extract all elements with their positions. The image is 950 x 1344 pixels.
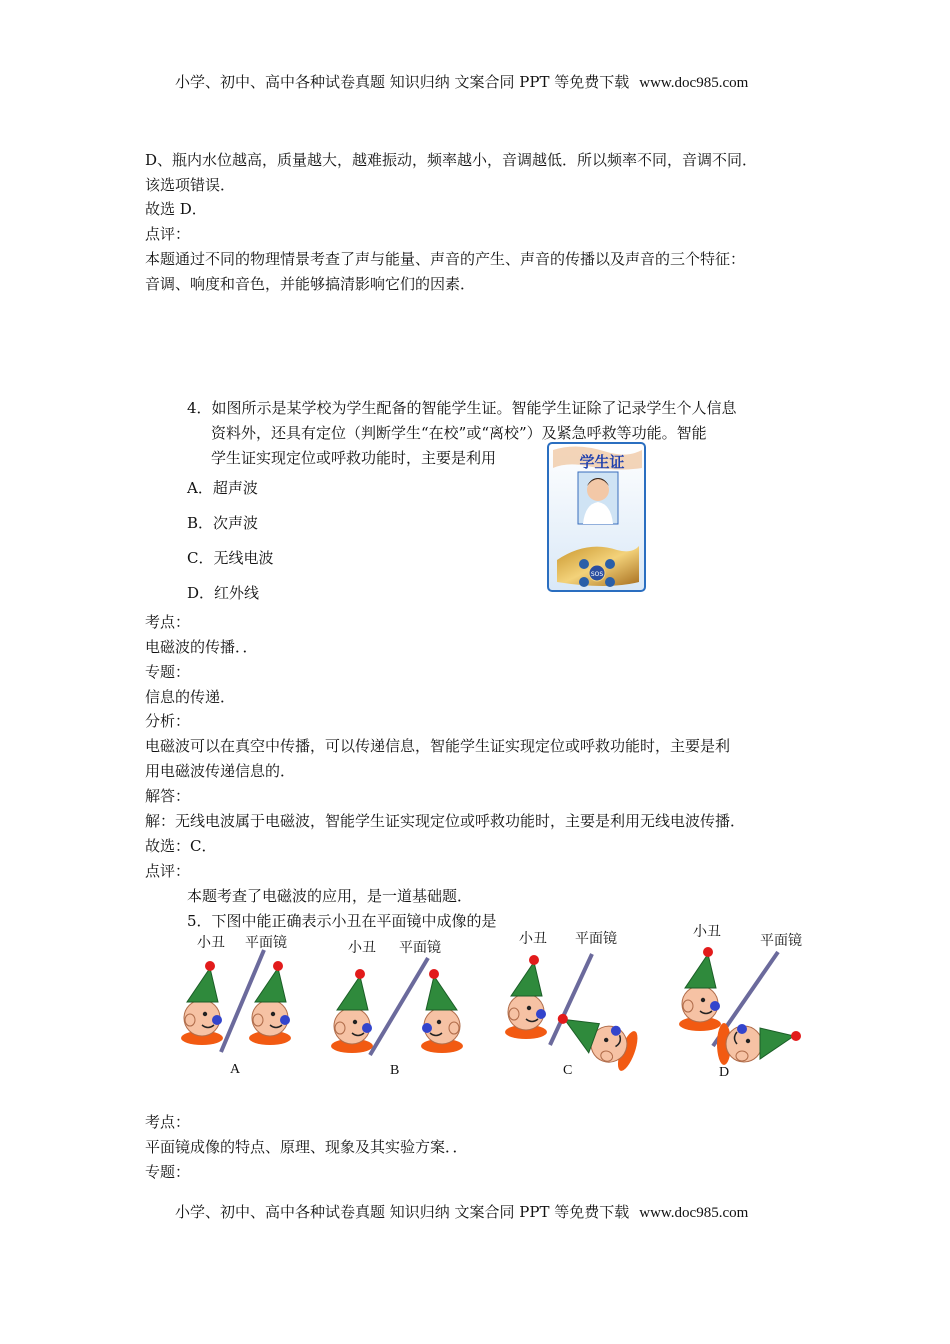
q5-kaodian-label: 考点： xyxy=(145,1113,191,1131)
caption-c: C xyxy=(563,1063,573,1078)
clown-label-a: 小丑 xyxy=(197,935,225,951)
figure-c xyxy=(505,954,641,1073)
caption-a: A xyxy=(230,1062,241,1077)
q4-line3: 学生证实现定位或呼救功能时，主要是利用 xyxy=(211,449,497,467)
q5-line1: 5．下图中能正确表示小丑在平面镜中成像的是 xyxy=(187,912,497,930)
q4-line2: 资料外，还具有定位（判断学生“在校”或“离校”）及紧急呼救等功能。智能 xyxy=(211,424,707,442)
q4-zhuanti-label: 专题： xyxy=(145,663,191,681)
student-card-figure xyxy=(547,442,646,592)
mirror-label-a: 平面镜 xyxy=(245,935,287,951)
clown-label-c: 小丑 xyxy=(519,931,547,947)
q3-answer: 故选 D． xyxy=(145,200,207,218)
q4-fenxi1: 电磁波可以在真空中传播，可以传递信息，智能学生证实现定位或呼救功能时，主要是利 xyxy=(145,737,731,755)
page-header xyxy=(175,72,748,93)
q4-answer: 故选：C． xyxy=(145,837,217,855)
q4-comment-label: 点评： xyxy=(145,862,191,880)
clown-label-d: 小丑 xyxy=(693,924,721,940)
q3-comment2: 音调、响度和音色，并能够搞清影响它们的因素． xyxy=(145,275,476,293)
sos-button: SOS xyxy=(590,571,604,578)
footer-text: 小学、初中、高中各种试卷真题 知识归纳 文案合同 PPT 等免费下载 xyxy=(175,1203,630,1221)
q3-comment1: 本题通过不同的物理情景考查了声与能量、声音的产生、声音的传播以及声音的三个特征： xyxy=(145,250,746,268)
q4-kaodian-label: 考点： xyxy=(145,613,191,631)
q5-kaodian: 平面镜成像的特点、原理、现象及其实验方案．． xyxy=(145,1138,468,1156)
q4-fenxi-label: 分析： xyxy=(145,712,191,730)
card-title: 学生证 xyxy=(579,453,625,471)
header-text: 小学、初中、高中各种试卷真题 知识归纳 文案合同 PPT 等免费下载 xyxy=(175,73,630,91)
q4-option-c: C．无线电波 xyxy=(187,549,274,567)
mirror-label-c: 平面镜 xyxy=(575,931,617,947)
footer-site: www.doc985.com xyxy=(639,1205,749,1221)
clown-label-b: 小丑 xyxy=(348,940,376,956)
q5-zhuanti-label: 专题： xyxy=(145,1163,191,1181)
q4-jieda: 解：无线电波属于电磁波，智能学生证实现定位或呼救功能时，主要是利用无线电波传播． xyxy=(145,812,746,830)
q4-comment: 本题考查了电磁波的应用，是一道基础题． xyxy=(187,887,473,905)
q4-fenxi2: 用电磁波传递信息的． xyxy=(145,762,296,780)
page-footer xyxy=(175,1202,748,1223)
q4-line1: 4．如图所示是某学校为学生配备的智能学生证。智能学生证除了记录学生个人信息 xyxy=(187,399,737,417)
q4-option-a: A．超声波 xyxy=(187,479,258,497)
q4-kaodian: 电磁波的传播．． xyxy=(145,638,258,656)
q3-line2: 该选项错误． xyxy=(145,176,236,194)
mirror-label-b: 平面镜 xyxy=(399,940,441,956)
q4-zhuanti: 信息的传递． xyxy=(145,688,236,706)
q3-line1: D、瓶内水位越高，质量越大，越难振动，频率越小，音调越低．所以频率不同，音调不同． xyxy=(145,151,758,169)
q4-option-b: B．次声波 xyxy=(187,514,259,532)
caption-d: D xyxy=(719,1065,730,1080)
header-site: www.doc985.com xyxy=(639,75,749,91)
caption-b: B xyxy=(390,1063,400,1078)
figure-b xyxy=(331,958,463,1055)
clown-mirror-figure xyxy=(170,940,820,1070)
figure-d xyxy=(679,947,801,1065)
q4-option-d: D．红外线 xyxy=(187,584,260,602)
mirror-label-d: 平面镜 xyxy=(760,933,802,949)
q3-comment-label: 点评： xyxy=(145,225,191,243)
figure-a xyxy=(181,950,291,1052)
q4-jieda-label: 解答： xyxy=(145,787,191,805)
